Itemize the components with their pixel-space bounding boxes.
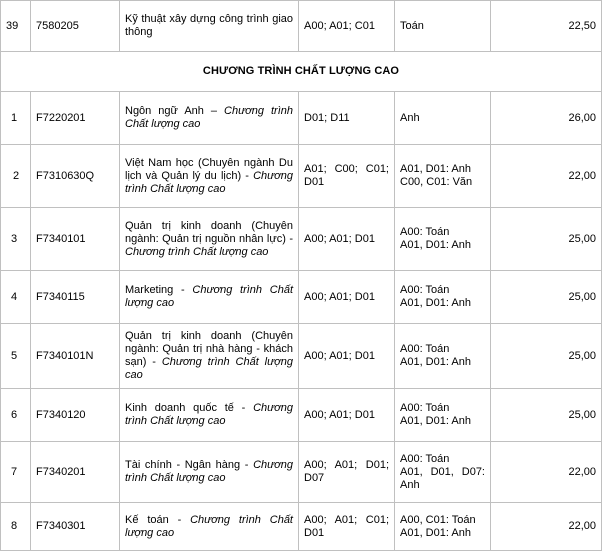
- major-code: F7340120: [31, 389, 120, 442]
- major-name: Kỹ thuật xây dựng công trình giao thông: [120, 1, 299, 52]
- subject-combinations: A00; A01; D01: [299, 324, 395, 389]
- major-name-text: Ngôn ngữ Anh –: [125, 105, 218, 117]
- row-stt: 39: [1, 1, 31, 52]
- main-subject: Toán: [395, 1, 491, 52]
- major-name-text: Kinh doanh quốc tế -: [125, 402, 246, 414]
- major-code: F7220201: [31, 92, 120, 145]
- row-stt: 1: [1, 92, 31, 145]
- major-code: F7340201: [31, 442, 120, 503]
- row-stt: 2: [1, 145, 31, 208]
- table-row: [1, 503, 602, 551]
- major-code: F7340101: [31, 208, 120, 271]
- row-stt: 5: [1, 324, 31, 389]
- major-name: [120, 324, 299, 389]
- row-stt: 8: [1, 503, 31, 551]
- main-subject: A00, C01: Toán A01, D01: Anh: [395, 503, 491, 551]
- cutoff-score: 26,00: [491, 92, 602, 145]
- cutoff-score: 25,00: [491, 324, 602, 389]
- major-name: [120, 92, 299, 145]
- cutoff-score: 22,00: [491, 145, 602, 208]
- major-name: [120, 208, 299, 271]
- cutoff-score: 22,50: [491, 1, 602, 52]
- major-code: F7310630Q: [31, 145, 120, 208]
- main-subject: A00: Toán A01, D01: Anh: [395, 389, 491, 442]
- program-label: Chương trình Chất lượng cao: [125, 356, 293, 381]
- table-row: [1, 145, 602, 208]
- major-name: [120, 442, 299, 503]
- table-row: [1, 389, 602, 442]
- table-row: [1, 271, 602, 324]
- major-name: [120, 271, 299, 324]
- major-code: 7580205: [31, 1, 120, 52]
- subject-combinations: A00; A01; D01: [299, 271, 395, 324]
- program-label: Chương trình Chất lượng cao: [125, 459, 293, 484]
- subject-combinations: A00; A01; D01; D07: [299, 442, 395, 503]
- program-label: Chương trình Chất lượng cao: [125, 513, 293, 539]
- subject-combinations: A00; A01; C01: [299, 1, 395, 52]
- major-code: F7340101N: [31, 324, 120, 389]
- subject-combinations: D01; D11: [299, 92, 395, 145]
- row-stt: 4: [1, 271, 31, 324]
- major-name: [120, 389, 299, 442]
- subject-combinations: A00; A01; D01: [299, 208, 395, 271]
- table-row: [1, 442, 602, 503]
- major-name: [120, 503, 299, 551]
- row-stt: 6: [1, 389, 31, 442]
- section-title: CHƯƠNG TRÌNH CHẤT LƯỢNG CAO: [1, 52, 602, 92]
- main-subject: A00: Toán A01, D01: Anh: [395, 271, 491, 324]
- main-subject: Anh: [395, 92, 491, 145]
- major-name-text: Quản trị kinh doanh (Chuyên ngành: Quản trị nguồn nhân lực) -: [125, 219, 293, 245]
- major-name: [120, 145, 299, 208]
- major-code: F7340115: [31, 271, 120, 324]
- program-label: Chương trình Chất lượng cao: [125, 105, 293, 130]
- major-name-text: Kế toán -: [125, 513, 182, 526]
- cutoff-score: 25,00: [491, 271, 602, 324]
- cutoff-score: 25,00: [491, 208, 602, 271]
- major-code: F7340301: [31, 503, 120, 551]
- major-name-text: Marketing -: [125, 284, 185, 296]
- program-label: Chương trình Chất lượng cao: [125, 284, 293, 309]
- table-row: [1, 1, 602, 52]
- cutoff-score: 25,00: [491, 389, 602, 442]
- program-label: Chương trình Chất lượng cao: [125, 169, 293, 195]
- main-subject: A01, D01: Anh C00, C01: Văn: [395, 145, 491, 208]
- table-row: [1, 208, 602, 271]
- major-name-text: Việt Nam học (Chuyên ngành Du lịch và Quản lý du lịch) -: [125, 156, 293, 182]
- row-stt: 3: [1, 208, 31, 271]
- main-subject: A00: Toán A01, D01, D07: Anh: [395, 442, 491, 503]
- subject-combinations: A01; C00; C01; D01: [299, 145, 395, 208]
- major-name-text: Quản trị kinh doanh (Chuyên ngành: Quản trị nhà hàng - khách sạn) -: [125, 330, 293, 368]
- row-stt: 7: [1, 442, 31, 503]
- cutoff-score: 22,00: [491, 442, 602, 503]
- cutoff-score: 22,00: [491, 503, 602, 551]
- program-label: Chương trình Chất lượng cao: [125, 402, 293, 427]
- program-label: Chương trình Chất lượng cao: [125, 245, 269, 258]
- main-subject: A00: Toán A01, D01: Anh: [395, 208, 491, 271]
- table-row: [1, 324, 602, 389]
- main-subject: A00: Toán A01, D01: Anh: [395, 324, 491, 389]
- subject-combinations: A00; A01; C01; D01: [299, 503, 395, 551]
- section-row: [1, 52, 602, 92]
- table-row: [1, 92, 602, 145]
- major-name-text: Tài chính - Ngân hàng -: [125, 459, 249, 471]
- subject-combinations: A00; A01; D01: [299, 389, 395, 442]
